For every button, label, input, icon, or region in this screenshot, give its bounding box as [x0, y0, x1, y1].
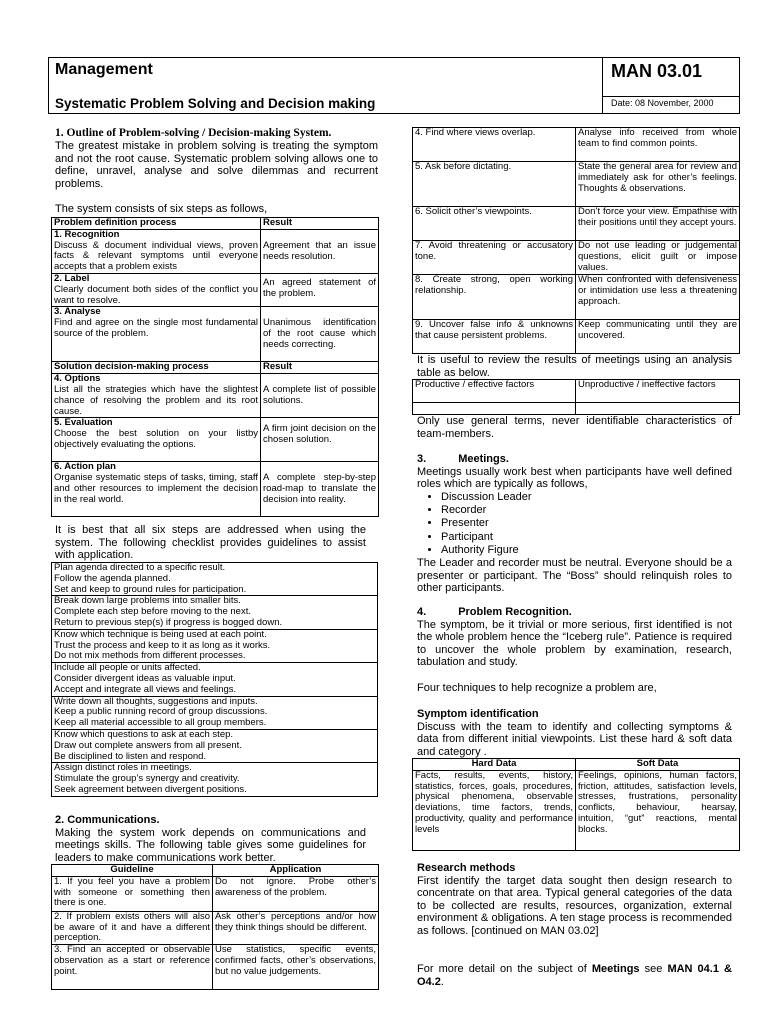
step-result: A complete step-by-step road-map to translate the decision into reality. [263, 472, 376, 505]
document-date: Date: 08 November, 2000 [603, 96, 739, 109]
table-row [52, 763, 378, 796]
soft-data-header: Soft Data [576, 759, 740, 771]
table-row [52, 629, 378, 662]
steps-intro: The system consists of six steps as follows, [55, 203, 268, 216]
step-result: Agreement that an issue needs resolution. [263, 239, 376, 262]
section-3-intro: Meetings usually work best when participants have well defined roles which are typically as follows, [417, 465, 732, 491]
step-title: 6. Action plan [54, 461, 116, 473]
table-row [413, 275, 740, 320]
step-title: 3. Analyse [54, 306, 101, 318]
steps-header-result: Result [261, 362, 379, 374]
checklist-item: Complete each step before moving to the next. [54, 606, 251, 618]
section-2-heading: 2. Communications. [55, 814, 160, 826]
checklist-table [51, 562, 378, 797]
section-4-title: Problem Recognition. [458, 606, 572, 618]
guideline-table [51, 864, 379, 990]
checklist-item: Return to previous step(s) if progress is bogged down. [54, 616, 283, 628]
application-cell: Do not ignore. Probe other’s awareness of the problem. [213, 876, 379, 911]
section-4-heading [417, 606, 732, 619]
section-4-body: The symptom, be it trivial or more serious, first identified is not the whole problem hence the “Iceberg rule”. Patience is required to uncover the whole problem by examination, research, tabulation and study. [417, 618, 732, 669]
steps-header-solution: Solution decision-making process [52, 362, 261, 374]
list-item: • Participant [441, 531, 732, 544]
application-header: Application [213, 865, 379, 877]
data-table [412, 758, 740, 851]
checklist-item: Keep all material accessible to all group members. [54, 717, 267, 729]
step-description: Clearly document both sides of the conflict you want to resolve. [54, 283, 258, 306]
unproductive-factors-header: Unproductive / ineffective factors [576, 380, 740, 403]
checklist-item: Know which technique is being used at each point. [54, 628, 267, 640]
footer-link-man: MAN 04.1 & O4.2 [417, 963, 732, 988]
application-cell: When confronted with defensiveness or intimidation use less a threatening approach. [576, 275, 740, 320]
checklist-item: Plan agenda directed to a specific result. [54, 562, 226, 573]
table-row [52, 876, 379, 911]
application-cell: Analyse info received from whole team to find common points. [576, 128, 740, 162]
steps-header-result: Result [261, 218, 379, 230]
techniques-intro: Four techniques to help recognize a problem are, [417, 681, 657, 694]
application-cell: Ask other’s perceptions and/or how they think things should be different. [213, 911, 379, 944]
checklist-item: Do not mix methods from different processes. [54, 650, 246, 662]
list-item: • Authority Figure [441, 544, 732, 557]
guideline-cell: 2. If problem exists others will also be aware of it and have a different perception. [52, 911, 213, 944]
research-body: First identify the target data sought then design research to concentrate on that area. Typical general categories of the data to be collected are results, resources, organization, external environment & obligations. A ten stage process is recommended as follows. [continued on MAN 03.02] [417, 874, 732, 937]
section-3 [417, 453, 732, 595]
list-item: • Presenter [441, 517, 732, 530]
checklist-item: Trust the process and keep to it as long as it works. [54, 639, 271, 651]
steps-header-row [52, 362, 379, 374]
application-cell: Don’t force your view. Empathise with their positions until they accept yours. [576, 207, 740, 241]
guideline-table-continued [412, 127, 740, 354]
list-item: • Discussion Leader [441, 491, 732, 504]
step-result: An agreed statement of the problem. [263, 276, 376, 299]
checklist-item: Be disciplined to listen and respond. [54, 750, 207, 762]
general-terms-note: Only use general terms, never identifiable characteristics of team-members. [417, 415, 732, 440]
application-cell: State the general area for review and immediately ask for other’s feelings. Thoughts & observations. [576, 162, 740, 207]
section-1-heading: 1. Outline of Problem-solving / Decision-making System. [55, 127, 332, 139]
table-row [413, 207, 740, 241]
list-item: • Recorder [441, 504, 732, 517]
table-row [52, 945, 379, 990]
checklist-item: Seek agreement between divergent positions. [54, 783, 247, 795]
guideline-cell: 3. Find an accepted or observable observation as a start or reference point. [52, 945, 213, 990]
table-row [413, 320, 740, 354]
table-row [413, 770, 740, 850]
guideline-cell: 5. Ask before dictating. [413, 162, 576, 207]
step-description: Organise systematic steps of tasks, timing, staff and other resources to implement the decision in the real world. [54, 472, 258, 505]
table-row [52, 307, 379, 362]
checklist-item: Draw out complete answers from all present. [54, 739, 242, 751]
checklist-item: Keep a public running record of group discussions. [54, 706, 268, 718]
research-heading: Research methods [417, 862, 516, 874]
checklist-item: Accept and integrate all views and feelings. [54, 683, 237, 695]
footer-note [417, 963, 732, 988]
header-title-box [48, 57, 603, 114]
checklist-item: Set and keep to ground rules for participation. [54, 583, 247, 595]
step-result: A firm joint decision on the chosen solution. [263, 423, 376, 446]
checklist-item: Include all people or units affected. [54, 662, 201, 674]
left-column [55, 127, 378, 216]
guideline-cell: 7. Avoid threatening or accusatory tone. [413, 241, 576, 275]
footer-text: see [639, 963, 668, 975]
table-row [52, 729, 378, 762]
symptom-body: Discuss with the team to identify and collecting symptoms & data from different initial viewpoints. List these hard & soft data and category . [417, 720, 732, 758]
guideline-cell: 9. Uncover false info & unknowns that cause persistent problems. [413, 320, 576, 354]
step-title: 5. Evaluation [54, 417, 113, 429]
table-row [52, 596, 378, 629]
table-row [52, 229, 379, 273]
table-row [413, 380, 740, 403]
table-row [52, 696, 378, 729]
guideline-cell: 6. Solicit other’s viewpoints. [413, 207, 576, 241]
hard-data-cell: Facts, results, events, history, statistics, forces, goals, procedures, physical phenomena, observable deviations, time factors, trends, productivity, quality and performance levels [413, 770, 576, 850]
data-header-row [413, 759, 740, 771]
application-cell: Use statistics, specific events, confirmed facts, other’s observations, but no value judgements. [213, 945, 379, 990]
analysis-intro: It is useful to review the results of meetings using an analysis table as below. [417, 354, 732, 379]
section-4-number: 4. [417, 606, 427, 618]
unproductive-factors-cell [576, 403, 740, 415]
checklist-item: Write down all thoughts, suggestions and inputs. [54, 695, 258, 707]
section-3-title: Meetings. [458, 453, 509, 465]
section-2 [55, 814, 366, 864]
table-row [413, 128, 740, 162]
step-description: Choose the best solution on your listby objectively evaluating the options. [54, 428, 258, 450]
symptom-heading: Symptom identification [417, 708, 539, 720]
table-row [413, 162, 740, 207]
section-2-intro: Making the system work depends on communications and meetings skills. The following table gives some guidelines for leaders to make communications work better. [55, 826, 366, 864]
soft-data-cell: Feelings, opinions, human factors, friction, attitudes, satisfaction levels, stresses, frustrations, personality conflicts, behaviour, hearsay, intuition, “gut” reactions, mental blocks. [576, 770, 740, 850]
section-3-number: 3. [417, 453, 427, 465]
step-title: 4. Options [54, 373, 101, 385]
checklist-item: Stimulate the group’s synergy and creativity. [54, 773, 240, 785]
checklist-item: Break down large problems into smaller bits. [54, 595, 241, 607]
table-row [52, 374, 379, 418]
checklist-item: Consider divergent ideas as valuable input. [54, 672, 236, 684]
steps-header-row [52, 218, 379, 230]
step-title: 2. Label [54, 272, 90, 284]
document-code: MAN 03.01 [611, 61, 703, 81]
page-subtitle: Systematic Problem Solving and Decision making [55, 96, 376, 111]
productive-factors-cell [413, 403, 576, 415]
table-row [52, 563, 378, 596]
header-code-box [602, 57, 740, 114]
symptom-section [417, 708, 732, 758]
table-row [52, 273, 379, 306]
roles-list [417, 491, 732, 557]
table-row [52, 418, 379, 462]
productive-factors-header: Productive / effective factors [413, 380, 576, 403]
guideline-cell: 8. Create strong, open working relationship. [413, 275, 576, 320]
footer-text: . [440, 975, 444, 988]
step-title: 1. Recognition [54, 228, 120, 240]
page-title: Management [55, 61, 153, 78]
guideline-cell: 4. Find where views overlap. [413, 128, 576, 162]
guideline-header-row [52, 865, 379, 877]
application-cell: Keep communicating until they are uncovered. [576, 320, 740, 354]
table-row [52, 911, 379, 944]
checklist-intro: It is best that all six steps are addressed when using the system. The following checklist provides guidelines to assist with application. [55, 524, 366, 562]
table-row [52, 663, 378, 696]
guideline-cell: 1. If you feel you have a problem with someone or something then there is one. [52, 876, 213, 911]
section-3-after: The Leader and recorder must be neutral. Everyone should be a presenter or participant. The “Boss” should relinquish roles to other participants. [417, 557, 732, 595]
footer-text: For more detail on the subject of [417, 963, 592, 975]
hard-data-header: Hard Data [413, 759, 576, 771]
step-result: A complete list of possible solutions. [263, 384, 376, 406]
table-row [413, 403, 740, 415]
section-4 [417, 606, 732, 695]
step-description: Find and agree on the single most fundamental source of the problem. [54, 317, 258, 339]
steps-header-process: Problem definition process [52, 218, 261, 230]
table-row [52, 462, 379, 517]
analysis-table [412, 379, 740, 415]
research-section [417, 862, 732, 938]
checklist-item: Know which questions to ask at each step. [54, 728, 234, 740]
application-cell: Do not use leading or judgemental questions, elicit guilt or impose values. [576, 241, 740, 275]
checklist-item: Follow the agenda planned. [54, 572, 171, 584]
section-1-intro: The greatest mistake in problem solving is treating the symptom and not the root cause. Systematic problem solving allows one to define, unravel, analyse and solve dilemmas and recurrent problems. [55, 140, 378, 190]
step-description: Discuss & document individual views, proven facts & relevant symptoms until everyone accepts that a problem exists [54, 239, 258, 273]
step-result: Unanimous identification of the root cause which needs correcting. [263, 317, 376, 350]
checklist-item: Assign distinct roles in meetings. [54, 762, 192, 774]
step-description: List all the strategies which have the slightest chance of resolving the problem and its root cause. [54, 383, 258, 417]
table-row [413, 241, 740, 275]
steps-table [51, 217, 379, 517]
guideline-header: Guideline [52, 865, 213, 877]
section-3-heading [417, 453, 732, 466]
footer-link-meetings: Meetings [591, 963, 640, 975]
